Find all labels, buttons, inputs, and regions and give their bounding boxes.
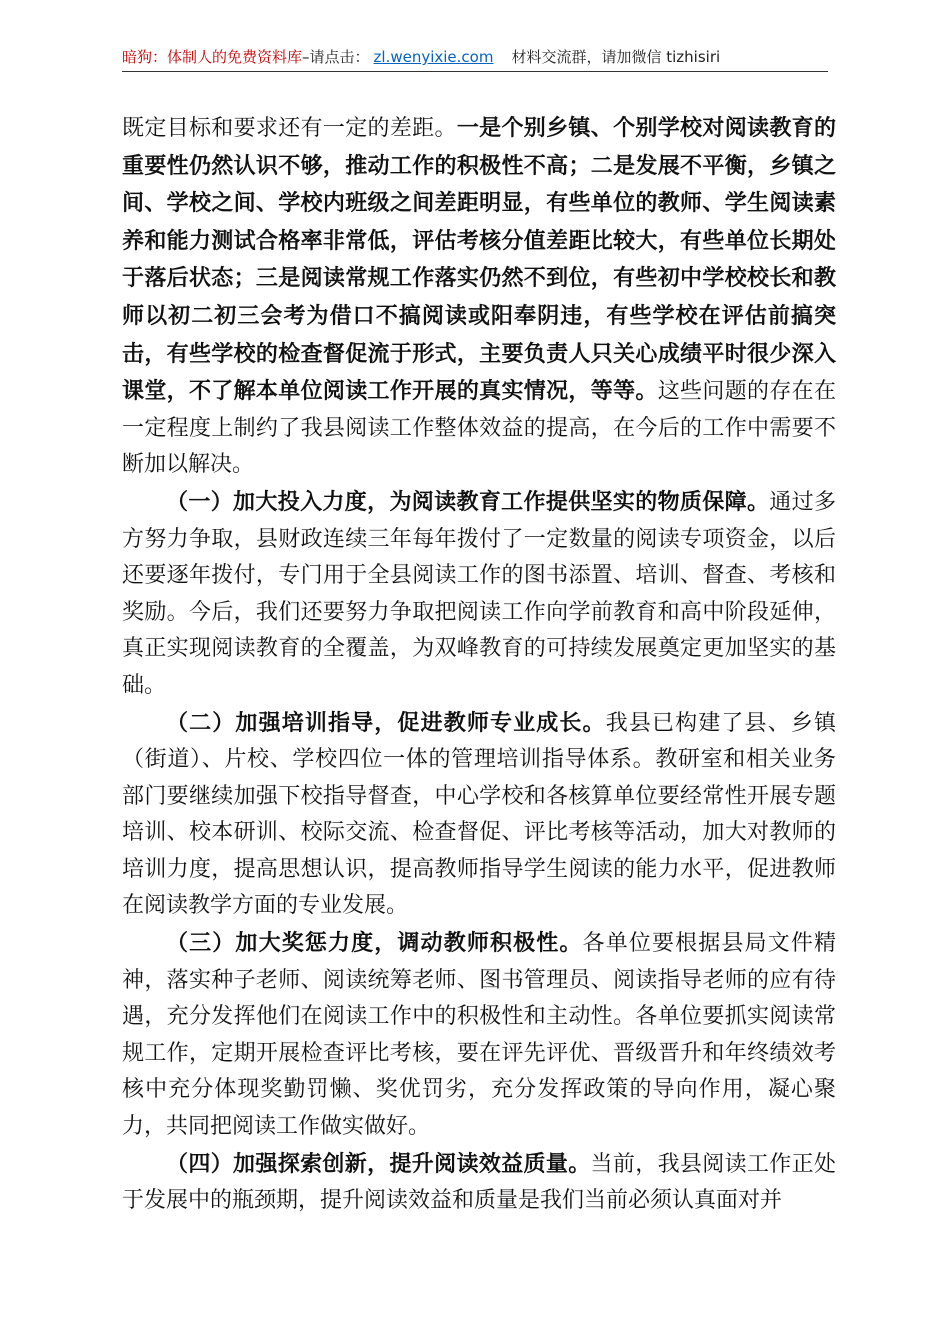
paragraph-measure-2 — [122, 705, 836, 926]
paragraph-heading: （四）加强探索创新，提升阅读效益质量。 — [166, 1150, 591, 1177]
paragraph-text: 我县已构建了县、乡镇（街道）、片校、学校四位一体的管理培训指导体系。教研室和相关业务部门要继续加强下校指导督查，中心学校和各核算单位要经常性开展专题培训、校本研训、校际交流、检查督促、评比考核等活动，加大对教师的培训力度，提高思想认识，提高教师指导学生阅读的能力水平，促进教师在阅读教学方面的专业发展。 — [122, 710, 836, 919]
header-link[interactable]: zl.wenyixie.com — [373, 48, 494, 66]
paragraph-heading: （三）加大奖惩力度，调动教师积极性。 — [166, 930, 583, 957]
paragraph-problems — [122, 110, 836, 484]
header-brand: 暗狗：体制人的免费资料库 — [122, 48, 303, 66]
document-body — [122, 110, 836, 1220]
paragraph-measure-1 — [122, 484, 836, 705]
paragraph-text: 通过多方努力争取，县财政连续三年每年拨付了一定数量的阅读专项资金，以后还要逐年拨付，专门用于全县阅读工作的图书添置、培训、督查、考核和奖励。今后，我们还要努力争取把阅读工作向学前教育和高中阶段延伸，真正实现阅读教育的全覆盖，为双峰教育的可持续发展奠定更加坚实的基础。 — [122, 489, 836, 698]
paragraph-lead-text: 既定目标和要求还有一定的差距。 — [122, 116, 457, 141]
paragraph-heading: （一）加大投入力度，为阅读教育工作提供坚实的物质保障。 — [166, 488, 770, 515]
header-contact: 材料交流群，请加微信 tizhisiri — [511, 48, 721, 66]
paragraph-measure-3 — [122, 925, 836, 1146]
paragraph-text: 各单位要根据县局文件精神，落实种子老师、阅读统筹老师、图书管理员、阅读指导老师的应有待遇，充分发挥他们在阅读工作中的积极性和主动性。各单位要抓实阅读常规工作，定期开展检查评比考核，要在评先评优、晋级晋升和年终绩效考核中充分体现奖勤罚懒、奖优罚劣，充分发挥政策的导向作用，凝心聚力，共同把阅读工作做实做好。 — [122, 931, 836, 1140]
paragraph-heading: （二）加强培训指导，促进教师专业成长。 — [166, 709, 606, 736]
paragraph-text: 这些问题的存在在一定程度上制约了我县阅读工作整体效益的提高，在今后的工作中需要不断加以解决。 — [122, 379, 836, 478]
paragraph-bold-text: 一是个别乡镇、个别学校对阅读教育的重要性仍然认识不够，推动工作的积极性不高；二是发展不平衡，乡镇之间、学校之间、学校内班级之间差距明显，有些单位的教师、学生阅读素养和能力测试合格率非常低，评估考核分值差距比较大，有些单位长期处于落后状态；三是阅读常规工作落实仍然不到位，有些初中学校校长和教师以初二初三会考为借口不搞阅读或阳奉阴违，有些学校在评估前搞突击，有些学校的检查督促流于形式，主要负责人只关心成绩平时很少深入课堂，不了解本单位阅读工作开展的真实情况，等等。 — [122, 115, 836, 405]
page-header — [122, 46, 828, 68]
paragraph-measure-4 — [122, 1146, 836, 1220]
header-divider — [122, 71, 828, 72]
header-prompt: –请点击： — [302, 48, 370, 66]
paragraph-text: 当前，我县阅读工作正处于发展中的瓶颈期，提升阅读效益和质量是我们当前必须认真面对并 — [122, 1151, 836, 1214]
